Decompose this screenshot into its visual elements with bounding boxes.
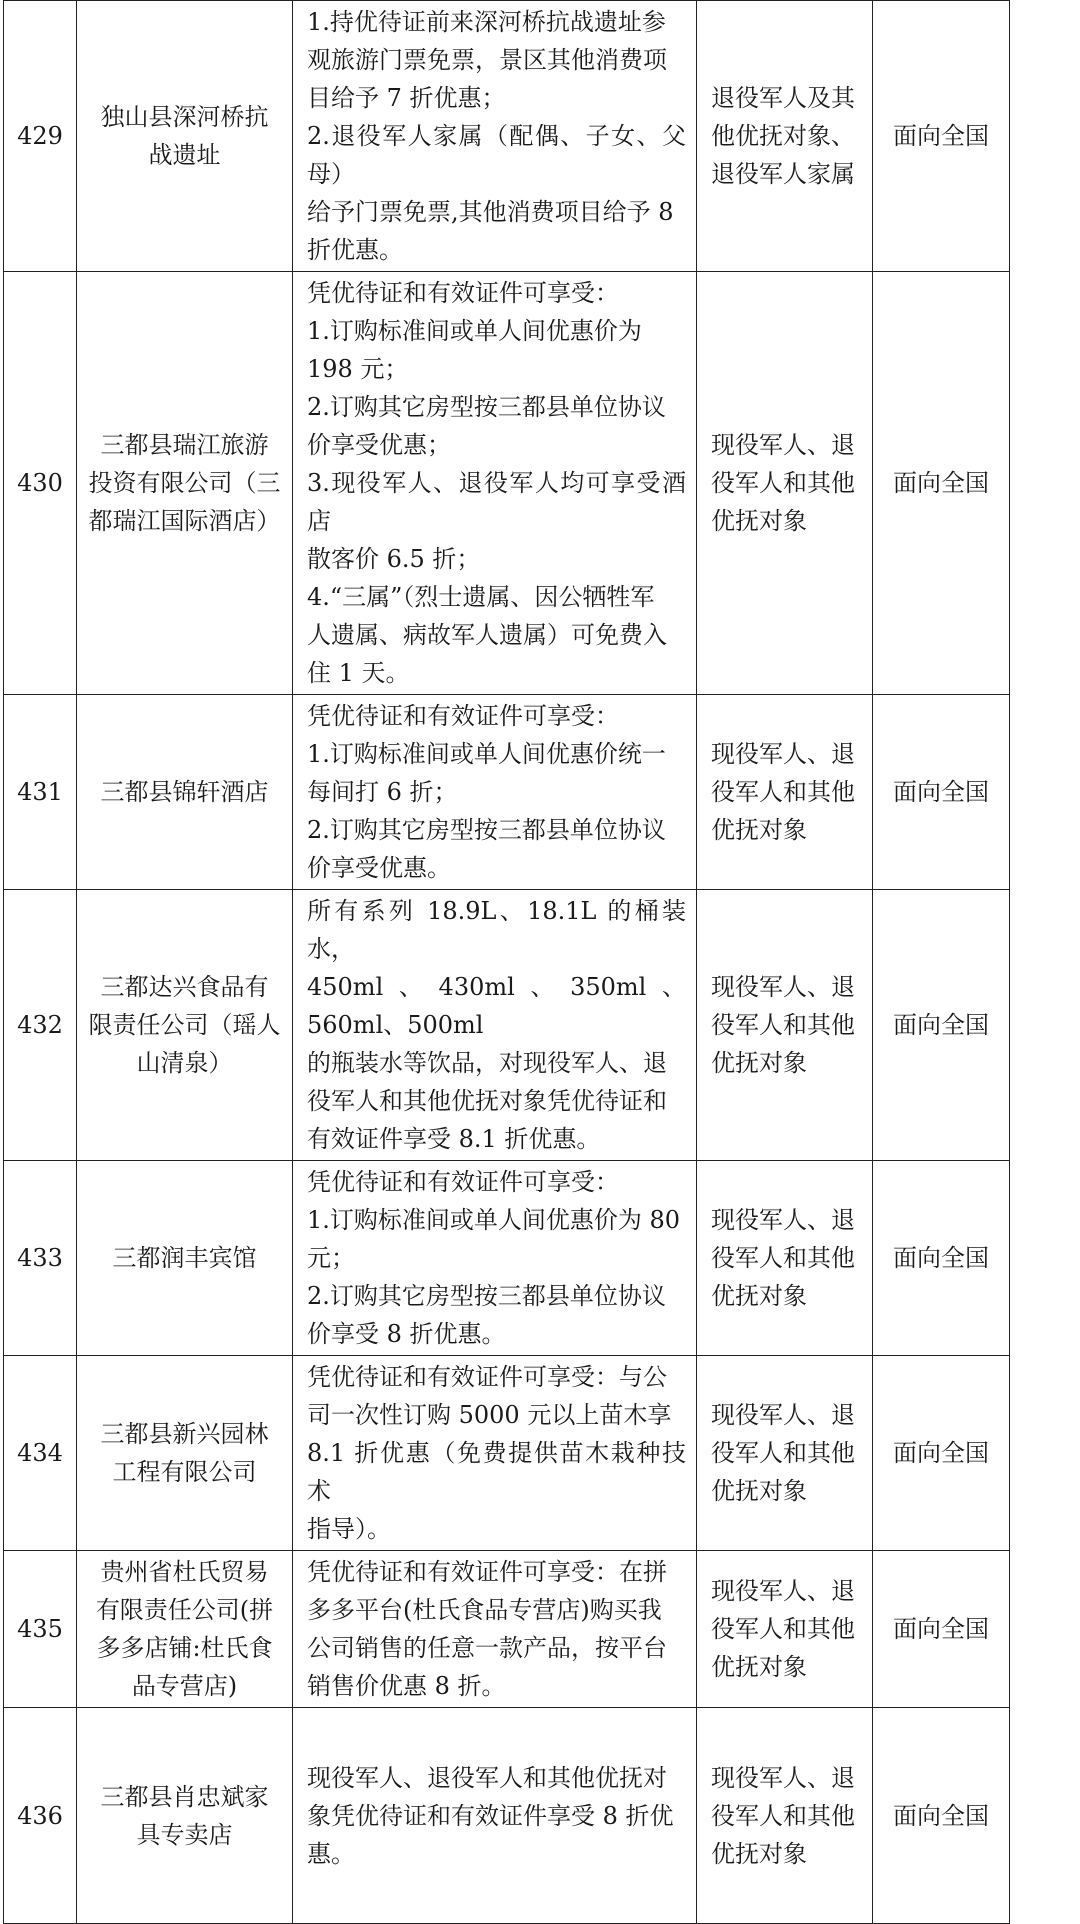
service-scope: 面向全国 bbox=[873, 272, 1010, 695]
benefit-content-line: 价享受优惠； bbox=[307, 431, 451, 459]
eligible-group-line: 役军人和其他 bbox=[711, 1801, 855, 1830]
benefit-content bbox=[293, 272, 697, 695]
benefit-content-line: 的瓶装水等饮品，对现役军人、退 bbox=[307, 1049, 667, 1077]
benefit-content-line: 役军人和其他优抚对象凭优待证和 bbox=[307, 1087, 667, 1115]
eligible-group-line: 役军人和其他 bbox=[711, 1615, 855, 1643]
benefit-content-line: 1.订购标准间或单人间优惠价统一 bbox=[307, 740, 666, 768]
benefit-content bbox=[293, 1708, 697, 1924]
benefit-content bbox=[293, 695, 697, 890]
benefit-content-line: 折优惠。 bbox=[307, 236, 403, 264]
merchant-name bbox=[77, 1708, 293, 1924]
merchant-name-line: 山清泉） bbox=[136, 1049, 233, 1077]
table-row bbox=[4, 1708, 1078, 1924]
eligible-group-line: 退役军人及其 bbox=[711, 84, 855, 112]
eligible-group-line: 现役军人、退 bbox=[711, 431, 855, 459]
eligible-group bbox=[697, 890, 873, 1161]
eligible-group-line: 优抚对象 bbox=[711, 1839, 807, 1868]
merchant-name-line: 贵州省杜氏贸易 bbox=[100, 1558, 269, 1586]
benefit-content-line: 3.现役军人、退役军人均可享受酒店 bbox=[307, 469, 686, 535]
eligible-group-line: 现役军人、退 bbox=[711, 740, 855, 768]
eligible-group-line: 优抚对象 bbox=[711, 1653, 807, 1681]
eligible-group bbox=[697, 695, 873, 890]
merchant-name-line: 具专卖店 bbox=[136, 1820, 233, 1849]
benefit-content-line: 凭优待证和有效证件可享受： bbox=[307, 1168, 619, 1196]
benefit-content-line: 每间打 6 折； bbox=[307, 778, 458, 806]
merchant-name bbox=[77, 890, 293, 1161]
benefit-content-line: 所有系列 18.9L、18.1L 的桶装水， bbox=[307, 897, 686, 963]
benefit-content-line: 凭优待证和有效证件可享受：在拼 bbox=[307, 1558, 667, 1586]
eligible-group-line: 役军人和其他 bbox=[711, 1011, 855, 1039]
merchant-name-line: 有限责任公司(拼 bbox=[95, 1596, 274, 1624]
benefit-content-line: 198 元； bbox=[307, 355, 409, 383]
table-row bbox=[4, 272, 1078, 695]
benefit-content bbox=[293, 1161, 697, 1356]
eligible-group-line: 退役军人家属 bbox=[711, 160, 855, 188]
merchant-name-line: 都瑞江国际酒店） bbox=[88, 507, 281, 535]
benefit-content-line: 1.订购标准间或单人间优惠价为 bbox=[307, 317, 642, 345]
benefit-content bbox=[293, 890, 697, 1161]
benefit-content-line: 公司销售的任意一款产品，按平台 bbox=[307, 1634, 667, 1662]
merchant-name-line: 多多店铺:杜氏食 bbox=[96, 1634, 273, 1662]
benefit-content-line: 多多平台(杜氏食品专营店)购买我 bbox=[307, 1596, 662, 1624]
benefit-content-line: 人遗属、病故军人遗属）可免费入 bbox=[307, 621, 667, 649]
benefit-content-line: 元； bbox=[307, 1244, 355, 1272]
benefit-content-line: 住 1 天。 bbox=[307, 659, 410, 687]
eligible-group bbox=[697, 1356, 873, 1551]
merchant-name-line: 三都县肖忠斌家 bbox=[100, 1782, 269, 1811]
benefit-content-line: 司一次性订购 5000 元以上苗木享 bbox=[307, 1401, 672, 1429]
eligible-group bbox=[697, 272, 873, 695]
merchant-name-line: 投资有限公司（三 bbox=[88, 469, 281, 497]
benefit-content-line: 1.持优待证前来深河桥抗战遗址参 bbox=[307, 8, 666, 36]
benefit-content-line: 凭优待证和有效证件可享受： bbox=[307, 702, 619, 730]
benefit-content-line: 1.订购标准间或单人间优惠价为 80 bbox=[307, 1206, 681, 1234]
merchant-name bbox=[77, 1356, 293, 1551]
merchant-name bbox=[77, 272, 293, 695]
merchant-name-line: 三都达兴食品有 bbox=[100, 973, 269, 1001]
benefit-content-line: 现役军人、退役军人和其他优抚对 bbox=[307, 1763, 667, 1792]
eligible-group-line: 优抚对象 bbox=[711, 507, 807, 535]
benefit-content-line: 2.退役军人家属（配偶、子女、父母） bbox=[307, 122, 686, 188]
service-scope: 面向全国 bbox=[873, 1356, 1010, 1551]
table-body bbox=[4, 1, 1078, 1924]
merchant-name-line: 三都县新兴园林 bbox=[100, 1420, 269, 1448]
eligible-group-line: 役军人和其他 bbox=[711, 1439, 855, 1467]
merchant-name bbox=[77, 1551, 293, 1708]
row-number: 435 bbox=[4, 1551, 77, 1708]
benefit-content-line: 有效证件享受 8.1 折优惠。 bbox=[307, 1125, 601, 1153]
row-number: 430 bbox=[4, 272, 77, 695]
service-scope: 面向全国 bbox=[873, 1551, 1010, 1708]
eligible-group-line: 役军人和其他 bbox=[711, 469, 855, 497]
row-number: 431 bbox=[4, 695, 77, 890]
service-scope: 面向全国 bbox=[873, 1, 1010, 272]
benefit-content-line: 凭优待证和有效证件可享受：与公 bbox=[307, 1363, 667, 1391]
table-row bbox=[4, 1356, 1078, 1551]
row-number: 432 bbox=[4, 890, 77, 1161]
merchant-name-line: 三都县瑞江旅游 bbox=[100, 431, 269, 459]
eligible-group bbox=[697, 1708, 873, 1924]
merchant-name-line: 工程有限公司 bbox=[112, 1458, 257, 1486]
eligible-group-line: 优抚对象 bbox=[711, 816, 807, 844]
benefit-content-line: 散客价 6.5 折； bbox=[307, 545, 481, 573]
eligible-group bbox=[697, 1551, 873, 1708]
row-number: 433 bbox=[4, 1161, 77, 1356]
table-row bbox=[4, 1, 1078, 272]
row-number: 429 bbox=[4, 1, 77, 272]
eligible-group-line: 役军人和其他 bbox=[711, 778, 855, 806]
benefits-table bbox=[3, 0, 1078, 1924]
eligible-group-line: 现役军人、退 bbox=[711, 1206, 855, 1234]
eligible-group-line: 现役军人、退 bbox=[711, 1763, 855, 1792]
eligible-group bbox=[697, 1161, 873, 1356]
benefit-content-line: 8.1 折优惠（免费提供苗木栽种技术 bbox=[307, 1439, 686, 1505]
benefit-content-line: 观旅游门票免票，景区其他消费项 bbox=[307, 46, 667, 74]
benefit-content-line: 价享受优惠。 bbox=[307, 854, 451, 882]
benefit-content-line: 2.订购其它房型按三都县单位协议 bbox=[307, 816, 666, 844]
row-number: 434 bbox=[4, 1356, 77, 1551]
benefit-content-line: 指导）。 bbox=[307, 1515, 391, 1543]
eligible-group-line: 优抚对象 bbox=[711, 1477, 807, 1505]
merchant-name-line: 独山县深河桥抗 bbox=[100, 103, 269, 131]
benefit-content-line: 2.订购其它房型按三都县单位协议 bbox=[307, 1282, 666, 1310]
merchant-name-line: 品专营店) bbox=[131, 1672, 238, 1700]
eligible-group-line: 他优抚对象、 bbox=[711, 122, 855, 150]
benefit-content-line: 2.订购其它房型按三都县单位协议 bbox=[307, 393, 666, 421]
service-scope: 面向全国 bbox=[873, 890, 1010, 1161]
row-number: 436 bbox=[4, 1708, 77, 1924]
benefit-content-line: 价享受 8 折优惠。 bbox=[307, 1320, 506, 1348]
service-scope: 面向全国 bbox=[873, 1708, 1010, 1924]
eligible-group-line: 现役军人、退 bbox=[711, 973, 855, 1001]
benefit-content-line: 销售价优惠 8 折。 bbox=[307, 1672, 506, 1700]
benefit-content-line: 给予门票免票,其他消费项目给予 8 bbox=[307, 198, 674, 226]
table-row bbox=[4, 695, 1078, 890]
merchant-name bbox=[77, 695, 293, 890]
benefit-content-line: 凭优待证和有效证件可享受： bbox=[307, 279, 619, 307]
eligible-group-line: 现役军人、退 bbox=[711, 1577, 855, 1605]
merchant-name-line: 限责任公司（瑶人 bbox=[88, 1011, 281, 1039]
eligible-group-line: 现役军人、退 bbox=[711, 1401, 855, 1429]
eligible-group bbox=[697, 1, 873, 272]
service-scope: 面向全国 bbox=[873, 695, 1010, 890]
benefit-content-line: 目给予 7 折优惠； bbox=[307, 84, 506, 112]
benefit-content bbox=[293, 1356, 697, 1551]
benefit-content-line: 惠。 bbox=[307, 1839, 355, 1868]
merchant-name-line: 三都润丰宾馆 bbox=[112, 1244, 257, 1272]
benefit-content-line: 450ml、430ml、350ml、560ml、500ml bbox=[307, 973, 686, 1039]
benefit-content bbox=[293, 1551, 697, 1708]
merchant-name bbox=[77, 1161, 293, 1356]
eligible-group-line: 役军人和其他 bbox=[711, 1244, 855, 1272]
table-row bbox=[4, 890, 1078, 1161]
eligible-group-line: 优抚对象 bbox=[711, 1049, 807, 1077]
merchant-name-line: 三都县锦轩酒店 bbox=[100, 778, 269, 806]
benefit-content-line: 象凭优待证和有效证件享受 8 折优 bbox=[307, 1801, 674, 1830]
table-row bbox=[4, 1551, 1078, 1708]
table-row bbox=[4, 1161, 1078, 1356]
merchant-name-line: 战遗址 bbox=[148, 141, 221, 169]
benefit-content-line: 4.“三属”（烈士遗属、因公牺牲军 bbox=[307, 583, 655, 611]
merchant-name bbox=[77, 1, 293, 272]
service-scope: 面向全国 bbox=[873, 1161, 1010, 1356]
benefit-content bbox=[293, 1, 697, 272]
eligible-group-line: 优抚对象 bbox=[711, 1282, 807, 1310]
